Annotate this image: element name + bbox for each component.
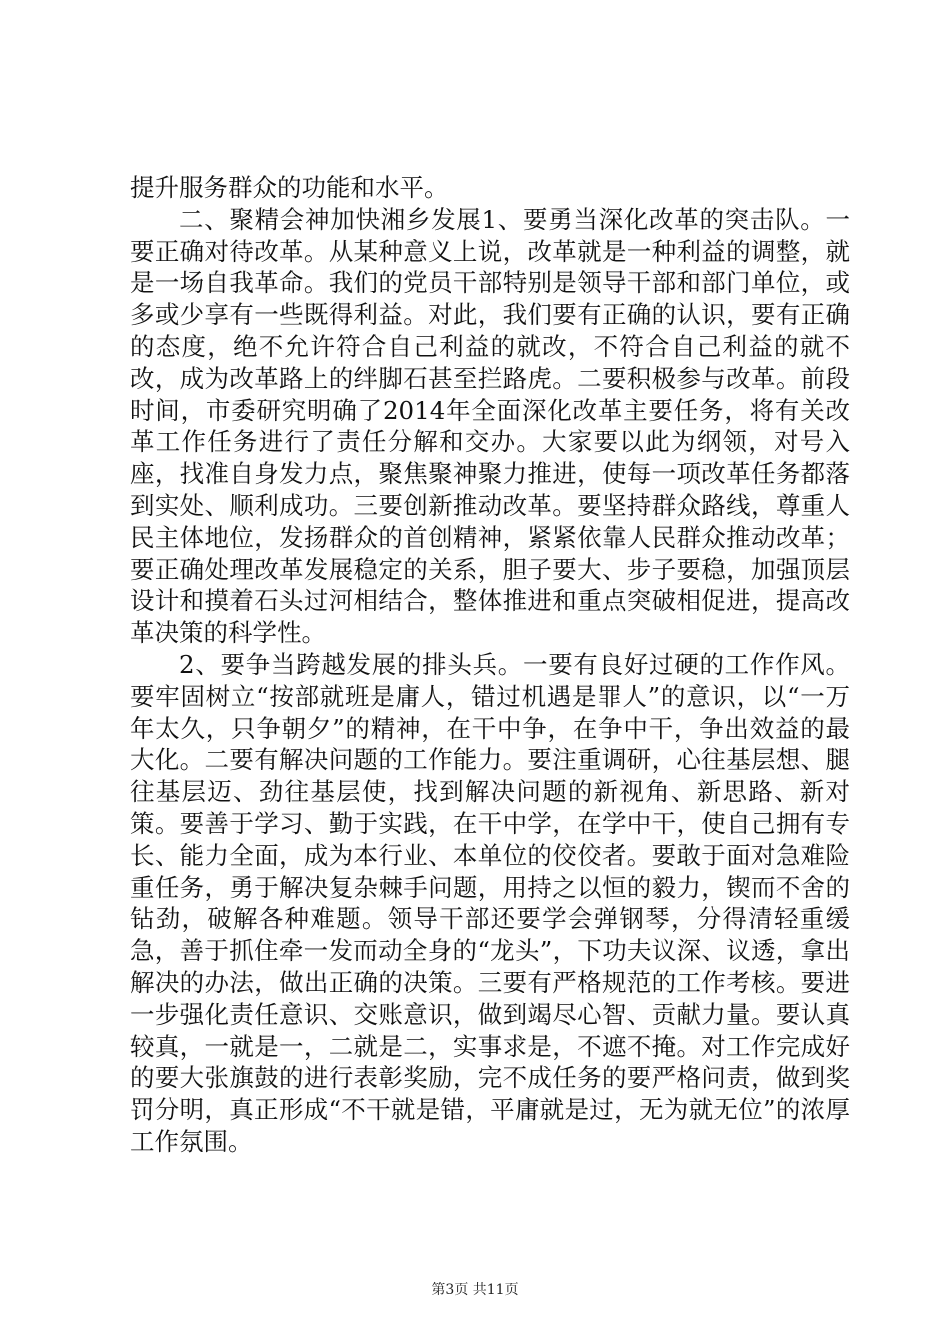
paragraph-item-two: 2、要争当跨越发展的排头兵。一要有良好过硬的工作作风。要牢固树立“按部就班是庸人，错过机遇是罪人”的意识，以“一万年太久，只争朝夕”的精神，在干中争，在争中干，争出效益的最大化。二要有解决问题的工作能力。要注重调研，心往基层想、腿往基层迈、劲往基层使，找到解决问题的新视角、新思路、新对策。要善于学习、勤于实践，在干中学，在学中干，使自己拥有专长、能力全面，成为本行业、本单位的佼佼者。要敢于面对急难险重任务，勇于解决复杂棘手问题，用持之以恒的毅力，锲而不舍的钻劲，破解各种难题。领导干部还要学会弹钢琴，分得清轻重缓急，善于抓住牵一发而动全身的“龙头”，下功夫议深、议透，拿出解决的办法，做出正确的决策。三要有严格规范的工作考核。要进一步强化责任意识、交账意识，做到竭尽心智、贡献力量。要认真较真，一就是一，二就是二，实事求是，不遮不掩。对工作完成好的要大张旗鼓的进行表彰奖励，完不成任务的要严格问责，做到奖罚分明，真正形成“不干就是错，平庸就是过，无为就无位”的浓厚工作氛围。: [130, 649, 850, 1156]
paragraph-section-two: 二、聚精会神加快湘乡发展1、要勇当深化改革的突击队。一要正确对待改革。从某种意义上说，改革就是一种利益的调整，就是一场自我革命。我们的党员干部特别是领导干部和部门单位，或多或少享有一些既得利益。对此，我们要有正确的认识，要有正确的态度，绝不允许符合自己利益的就改，不符合自己利益的就不改，成为改革路上的绊脚石甚至拦路虎。二要积极参与改革。前段时间，市委研究明确了2014年全面深化改革主要任务，将有关改革工作任务进行了责任分解和交办。大家要以此为纲领，对号入座，找准自身发力点，聚焦聚神聚力推进，使每一项改革任务都落到实处、顺利成功。三要创新推动改革。要坚持群众路线，尊重人民主体地位，发扬群众的首创精神，紧紧依靠人民群众推动改革；要正确处理改革发展稳定的关系，胆子要大、步子要稳，加强顶层设计和摸着石头过河相结合，整体推进和重点突破相促进，提高改革决策的科学性。: [130, 204, 850, 648]
page-number-footer: 第3页 共11页: [431, 1282, 519, 1298]
document-body: [130, 172, 850, 1158]
paragraph-continuation: 提升服务群众的功能和水平。: [130, 173, 449, 202]
